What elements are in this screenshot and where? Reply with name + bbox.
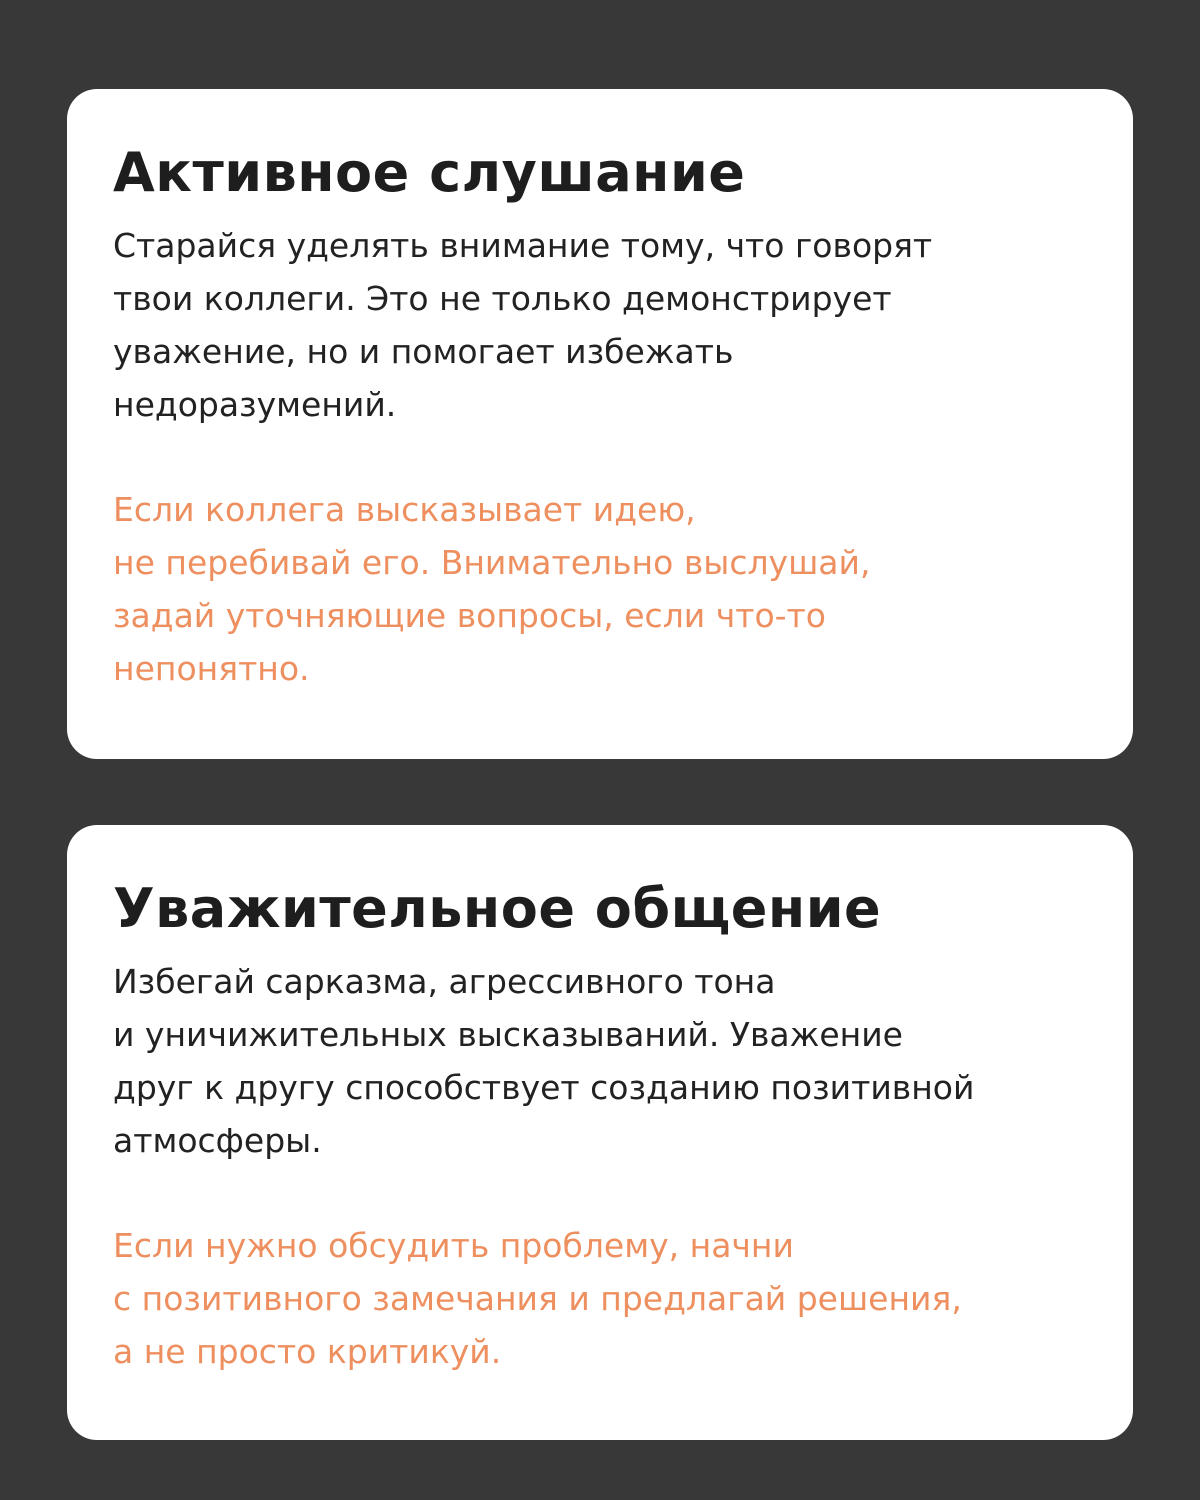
body-line: и уничижительных высказываний. Уважение xyxy=(113,1015,903,1054)
card-body-text xyxy=(113,219,1087,431)
tip-line: с позитивного замечания и предлагай решения, xyxy=(113,1279,962,1318)
body-line: недоразумений. xyxy=(113,385,397,424)
body-line: атмосферы. xyxy=(113,1121,322,1160)
body-line: друг к другу способствует созданию позитивной xyxy=(113,1068,975,1107)
card-title: Уважительное общение xyxy=(113,877,882,940)
card-active-listening xyxy=(67,89,1133,759)
tip-line: задай уточняющие вопросы, если что-то xyxy=(113,596,826,635)
tip-line: а не просто критикуй. xyxy=(113,1332,502,1371)
card-respectful-communication xyxy=(67,825,1133,1440)
tip-line: Если коллега высказывает идею, xyxy=(113,490,696,529)
tip-line: Если нужно обсудить проблему, начни xyxy=(113,1226,794,1265)
tip-line: не перебивай его. Внимательно выслушай, xyxy=(113,543,871,582)
body-line: Избегай сарказма, агрессивного тона xyxy=(113,962,776,1001)
card-title: Активное слушание xyxy=(113,141,746,204)
body-line: Старайся уделять внимание тому, что говорят xyxy=(113,226,933,265)
tip-line: непонятно. xyxy=(113,649,310,688)
body-line: твои коллеги. Это не только демонстрирует xyxy=(113,279,892,318)
card-tip-text xyxy=(113,483,1087,695)
body-line: уважение, но и помогает избежать xyxy=(113,332,734,371)
card-body-text xyxy=(113,955,1087,1167)
card-tip-text xyxy=(113,1219,1087,1378)
